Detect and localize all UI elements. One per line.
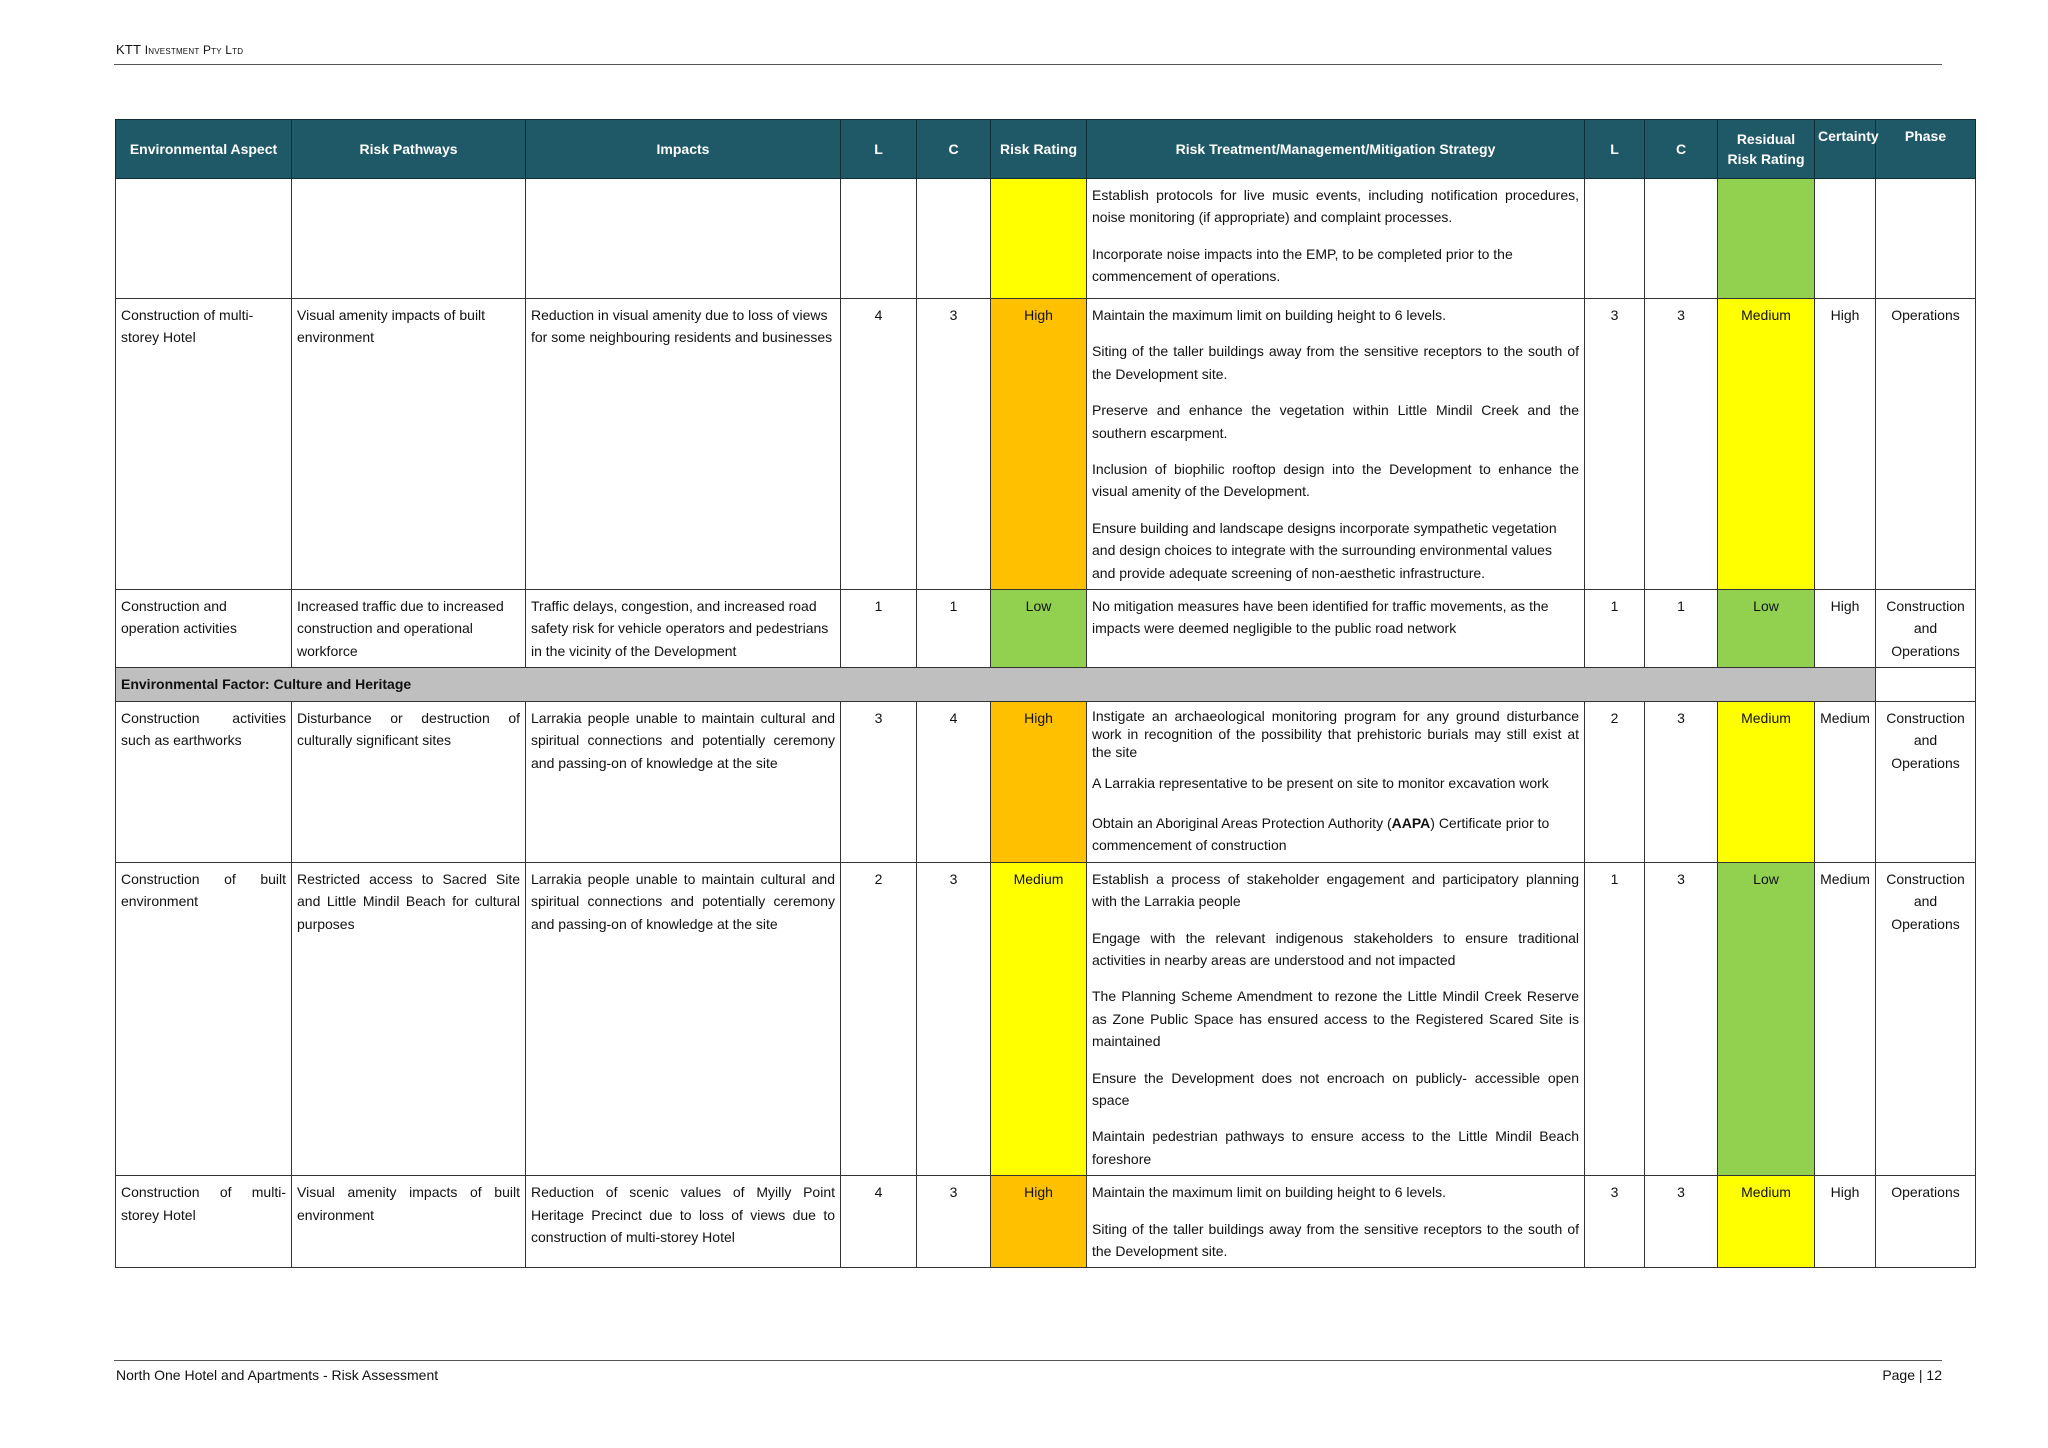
consequence-cell (917, 179, 991, 299)
certainty-cell (1815, 179, 1876, 299)
residual-consequence-cell (1645, 179, 1718, 299)
table-row (116, 179, 1976, 299)
certainty-cell: High (1815, 1176, 1876, 1268)
col-residual-consequence: C (1645, 120, 1718, 179)
risk-rating-cell: High (991, 702, 1087, 863)
environmental-factor-label: Environmental Factor: Culture and Heritage (116, 668, 1876, 702)
likelihood-cell: 4 (841, 1176, 917, 1268)
phase-cell: Operations (1876, 299, 1976, 590)
table-row (116, 299, 1976, 590)
phase-cell (1876, 179, 1976, 299)
consequence-cell: 4 (917, 702, 991, 863)
strategy-item: Siting of the taller buildings away from the sensitive receptors to the south of the Development site. (1092, 343, 1579, 382)
consequence-cell: 1 (917, 589, 991, 667)
table-row (116, 1176, 1976, 1268)
aspect-cell: Construction of built environment (116, 862, 292, 1175)
pathways-cell (292, 179, 526, 299)
strategy-item: Ensure the Development does not encroach on publicly- accessible open space (1092, 1069, 1579, 1108)
col-residual-likelihood: L (1585, 120, 1645, 179)
strategy-item: Inclusion of biophilic rooftop design into the Development to enhance the visual amenity of the Development. (1092, 460, 1579, 500)
col-risk-rating: Risk Rating (991, 120, 1087, 179)
likelihood-cell (841, 179, 917, 299)
environmental-factor-row (116, 668, 1976, 702)
impacts-cell: Larrakia people unable to maintain cultural and spiritual connections and potentially ceremony and passing-on of knowledge at the site (526, 702, 841, 863)
pathways-cell: Increased traffic due to increased construction and operational workforce (292, 589, 526, 667)
strategy-item: Establish protocols for live music events, including notification procedures, noise monitoring (if appropriate) and complaint processes. (1092, 187, 1579, 226)
phase-cell: Operations (1876, 1176, 1976, 1268)
strategy-cell (1087, 702, 1585, 863)
phase-cell: Construction and Operations (1876, 702, 1976, 863)
header-rule (114, 64, 1942, 65)
residual-consequence-cell: 3 (1645, 702, 1718, 863)
impacts-cell (526, 179, 841, 299)
pathways-cell: Restricted access to Sacred Site and Little Mindil Beach for cultural purposes (292, 862, 526, 1175)
table-header-row (116, 120, 1976, 179)
strategy-item: The Planning Scheme Amendment to rezone the Little Mindil Creek Reserve as Zone Public Space has ensured access to the Registered Scared Site is maintained (1092, 988, 1579, 1050)
likelihood-cell: 1 (841, 589, 917, 667)
strategy-item: Establish a process of stakeholder engagement and participatory planning with the Larrakia people (1092, 870, 1579, 910)
residual-consequence-cell: 3 (1645, 862, 1718, 1175)
factor-empty-cell (1876, 668, 1976, 702)
residual-rating-cell: Low (1718, 589, 1815, 667)
aspect-cell: Construction activities such as earthworks (116, 702, 292, 863)
residual-likelihood-cell: 3 (1585, 1176, 1645, 1268)
table-row (116, 702, 1976, 863)
certainty-cell: High (1815, 589, 1876, 667)
strategy-item: Ensure building and landscape designs incorporate sympathetic vegetation and design choices to integrate with the surrounding environmental values and provide adequate screening of non-aesthetic infrastructure. (1092, 519, 1557, 581)
table-row (116, 862, 1976, 1175)
strategy-item: Maintain the maximum limit on building height to 6 levels. (1092, 307, 1447, 323)
strategy-item: Maintain the maximum limit on building height to 6 levels. (1092, 1184, 1447, 1201)
strategy-item: No mitigation measures have been identified for traffic movements, as the impacts were deemed negligible to the public road network (1092, 597, 1549, 637)
certainty-cell: Medium (1815, 862, 1876, 1175)
aspect-cell: Construction of multi-storey Hotel (116, 1176, 292, 1268)
impacts-cell: Larrakia people unable to maintain cultural and spiritual connections and potentially ceremony and passing-on of knowledge at the site (526, 862, 841, 1175)
aapa-acronym: AAPA (1391, 815, 1431, 832)
strategy-item: A Larrakia representative to be present on site to monitor excavation work (1092, 774, 1549, 791)
strategy-item: Maintain pedestrian pathways to ensure access to the Little Mindil Beach foreshore (1092, 1128, 1579, 1167)
residual-likelihood-cell: 3 (1585, 299, 1645, 590)
footer-document-title: North One Hotel and Apartments - Risk Assessment (116, 1367, 439, 1383)
residual-rating-cell: Medium (1718, 1176, 1815, 1268)
certainty-cell: High (1815, 299, 1876, 590)
risk-rating-cell: Medium (991, 862, 1087, 1175)
likelihood-cell: 4 (841, 299, 917, 590)
strategy-cell (1087, 299, 1585, 590)
phase-cell: Construction and Operations (1876, 589, 1976, 667)
col-phase: Phase (1876, 120, 1976, 179)
likelihood-cell: 3 (841, 702, 917, 863)
strategy-cell (1087, 1176, 1585, 1268)
residual-likelihood-cell: 1 (1585, 862, 1645, 1175)
aspect-cell (116, 179, 292, 299)
consequence-cell: 3 (917, 1176, 991, 1268)
strategy-cell (1087, 862, 1585, 1175)
impacts-cell: Traffic delays, congestion, and increased road safety risk for vehicle operators and pedestrians in the vicinity of the Development (526, 589, 841, 667)
col-certainty: Certainty (1815, 120, 1876, 179)
risk-assessment-table (115, 119, 1976, 1268)
pathways-cell: Disturbance or destruction of culturally significant sites (292, 702, 526, 863)
certainty-cell: Medium (1815, 702, 1876, 863)
impacts-cell: Reduction of scenic values of Myilly Point Heritage Precinct due to loss of views due to construction of multi-storey Hotel (526, 1176, 841, 1268)
col-residual-risk-rating: Residual Risk Rating (1718, 120, 1815, 179)
strategy-item: Instigate an archaeological monitoring program for any ground disturbance work in recognition of the possibility that prehistoric burials may still exist at the site (1092, 708, 1579, 761)
strategy-item: Siting of the taller buildings away from the sensitive receptors to the south of the Development site. (1092, 1220, 1579, 1259)
pathways-cell: Visual amenity impacts of built environment (292, 1176, 526, 1268)
risk-rating-cell (991, 179, 1087, 299)
col-mitigation-strategy: Risk Treatment/Management/Mitigation Strategy (1087, 120, 1585, 179)
consequence-cell: 3 (917, 299, 991, 590)
likelihood-cell: 2 (841, 862, 917, 1175)
aspect-cell: Construction of multi-storey Hotel (116, 299, 292, 590)
consequence-cell: 3 (917, 862, 991, 1175)
table-row (116, 589, 1976, 667)
footer-rule (114, 1360, 1942, 1361)
residual-rating-cell: Medium (1718, 702, 1815, 863)
phase-cell: Construction and Operations (1876, 862, 1976, 1175)
col-consequence: C (917, 120, 991, 179)
impacts-cell: Reduction in visual amenity due to loss of views for some neighbouring residents and businesses (526, 299, 841, 590)
aspect-cell: Construction and operation activities (116, 589, 292, 667)
risk-rating-cell: High (991, 299, 1087, 590)
footer-page-number: Page | 12 (1882, 1367, 1942, 1383)
col-impacts: Impacts (526, 120, 841, 179)
residual-rating-cell: Medium (1718, 299, 1815, 590)
residual-rating-cell: Low (1718, 862, 1815, 1175)
residual-consequence-cell: 3 (1645, 1176, 1718, 1268)
residual-consequence-cell: 1 (1645, 589, 1718, 667)
residual-consequence-cell: 3 (1645, 299, 1718, 590)
strategy-cell (1087, 179, 1585, 299)
strategy-item: Preserve and enhance the vegetation within Little Mindil Creek and the southern escarpment. (1092, 402, 1579, 441)
risk-rating-cell: Low (991, 589, 1087, 667)
strategy-item: Obtain an Aboriginal Areas Protection Authority (AAPA) Certificate prior to commencement of construction (1092, 815, 1550, 854)
residual-rating-cell (1718, 179, 1815, 299)
risk-rating-cell: High (991, 1176, 1087, 1268)
col-likelihood: L (841, 120, 917, 179)
company-header: KTT Investment Pty Ltd (116, 42, 244, 57)
residual-likelihood-cell (1585, 179, 1645, 299)
residual-likelihood-cell: 1 (1585, 589, 1645, 667)
residual-likelihood-cell: 2 (1585, 702, 1645, 863)
col-environmental-aspect: Environmental Aspect (116, 120, 292, 179)
strategy-item: Engage with the relevant indigenous stakeholders to ensure traditional activities in nearby areas are understood and not impacted (1092, 929, 1579, 968)
col-risk-pathways: Risk Pathways (292, 120, 526, 179)
strategy-item: Incorporate noise impacts into the EMP, to be completed prior to the commencement of operations. (1092, 245, 1513, 285)
pathways-cell: Visual amenity impacts of built environment (292, 299, 526, 590)
strategy-cell (1087, 589, 1585, 667)
